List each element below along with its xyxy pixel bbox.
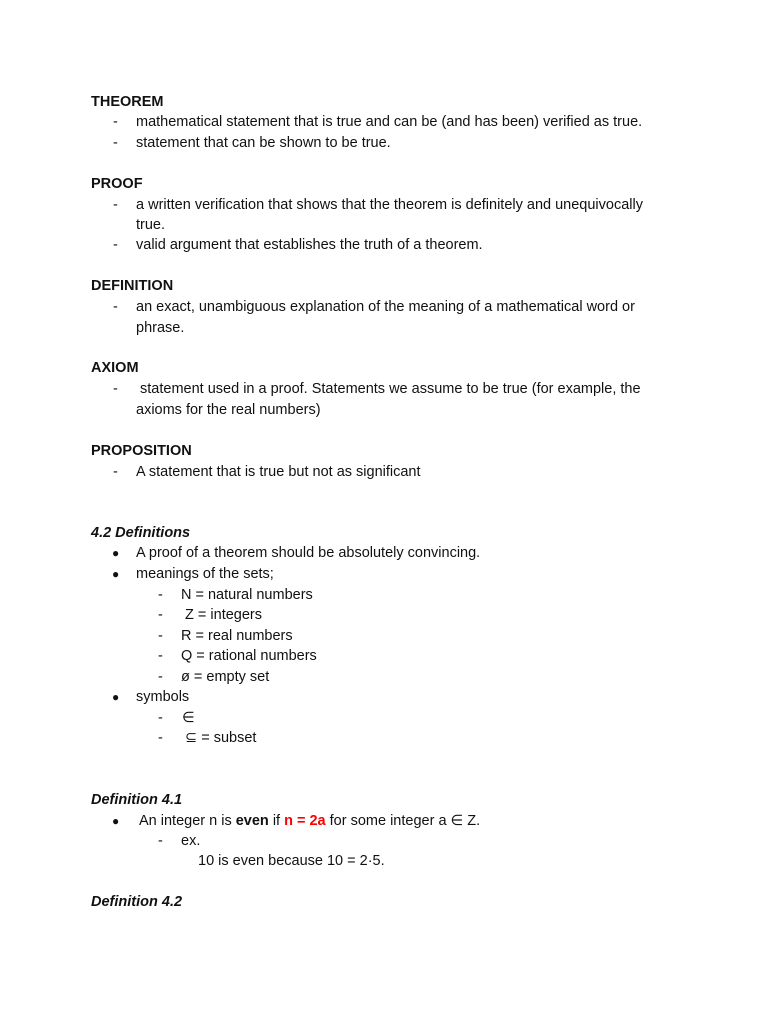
theorem-item-2: statement that can be shown to be true. (136, 135, 391, 151)
dash-marker: - (113, 114, 118, 130)
symbol-subset: ⊆ = subset (181, 730, 257, 746)
proof-item-1-line-1: a written verification that shows that the theorem is definitely and unequivocally (136, 197, 643, 213)
set-real-numbers: R = real numbers (181, 628, 293, 644)
bullet-marker: ● (112, 814, 120, 828)
axiom-item-line-1: statement used in a proof. Statements we assume to be true (for example, the (136, 381, 641, 397)
definitions-bullet-2: meanings of the sets; (136, 566, 274, 582)
bullet-marker: ● (112, 546, 120, 560)
symbol-element-of: ∈ (182, 710, 195, 726)
definitions-42-heading: 4.2 Definitions (91, 525, 191, 541)
definition-item-line-1: an exact, unambiguous explanation of the meaning of a mathematical word or (136, 299, 635, 315)
set-integers: Z = integers (181, 607, 262, 623)
statement-prefix: An integer n is (139, 813, 236, 829)
dash-marker: - (113, 464, 118, 480)
dash-marker: - (113, 381, 118, 397)
statement-suffix: for some integer a ∈ Z. (325, 813, 481, 829)
dash-marker: - (158, 710, 163, 726)
definitions-bullet-3: symbols (136, 689, 190, 705)
dash-marker: - (158, 669, 163, 685)
proposition-heading: PROPOSITION (91, 443, 192, 459)
dash-marker: - (113, 237, 118, 253)
statement-mid: if (268, 813, 285, 829)
example-label: ex. (181, 833, 201, 849)
definition-41-heading: Definition 4.1 (91, 792, 183, 808)
proof-heading: PROOF (91, 176, 143, 192)
dash-marker: - (158, 607, 163, 623)
axiom-heading: AXIOM (91, 360, 139, 376)
theorem-heading: THEOREM (91, 94, 164, 110)
bullet-marker: ● (112, 567, 120, 581)
bullet-marker: ● (112, 690, 120, 704)
statement-formula: n = 2a (284, 813, 326, 829)
dash-marker: - (158, 587, 163, 603)
dash-marker: - (113, 299, 118, 315)
dash-marker: - (158, 833, 163, 849)
proof-item-1-line-2: true. (136, 217, 166, 233)
definition-42-heading: Definition 4.2 (91, 894, 183, 910)
set-natural-numbers: N = natural numbers (181, 587, 313, 603)
statement-even-term: even (235, 813, 269, 829)
dash-marker: - (158, 648, 163, 664)
definitions-bullet-1: A proof of a theorem should be absolutely convincing. (136, 545, 481, 561)
dash-marker: - (158, 730, 163, 746)
proof-item-2: valid argument that establishes the truth of a theorem. (136, 237, 483, 253)
axiom-item-line-2: axioms for the real numbers) (136, 402, 321, 418)
definition-heading: DEFINITION (91, 278, 174, 294)
proposition-item: A statement that is true but not as significant (136, 464, 421, 480)
example-text: 10 is even because 10 = 2·5. (198, 853, 385, 869)
definition-item-line-2: phrase. (136, 320, 185, 336)
set-empty-set: ø = empty set (181, 669, 270, 685)
definition-41-statement (139, 811, 480, 832)
dash-marker: - (158, 628, 163, 644)
theorem-item-1: mathematical statement that is true and can be (and has been) verified as true. (136, 114, 643, 130)
dash-marker: - (113, 197, 118, 213)
dash-marker: - (113, 135, 118, 151)
set-rational-numbers: Q = rational numbers (181, 648, 317, 664)
